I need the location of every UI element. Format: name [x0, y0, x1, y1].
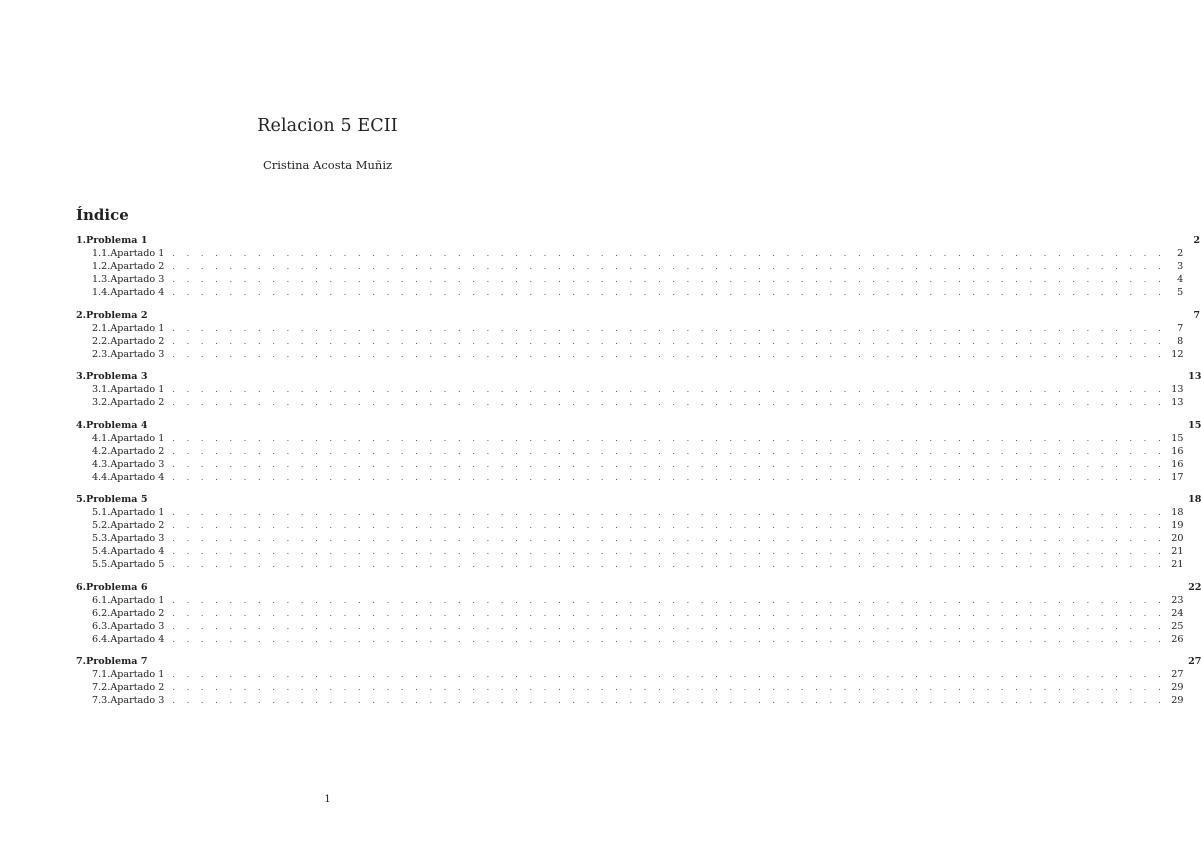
toc-subsection-title: Apartado 4	[110, 633, 165, 645]
toc-subsection-title: Apartado 1	[110, 322, 165, 334]
toc-section	[76, 581, 1201, 646]
toc-dot-leader: . . . . . . . . . . . . . . . . . . . . . . . . . . . . . . . . . . . . . . . . . . . . . . . . . . . . . . . . . . . . . . . . . . . . . .	[172, 459, 1166, 469]
toc-section-page: 7	[1193, 309, 1201, 321]
toc-section-number: 2.	[76, 309, 87, 321]
toc-dot-leader: . . . . . . . . . . . . . . . . . . . . . . . . . . . . . . . . . . . . . . . . . . . . . . . . . . . . . . . . . . . . . . . . . . . . . .	[172, 683, 1166, 692]
toc-dot-leader: . . . . . . . . . . . . . . . . . . . . . . . . . . . . . . . . . . . . . . . . . . . . . . . . . . . . . . . . . . . . . . . . . . . . . .	[172, 249, 1166, 258]
toc-subsection-number: 7.2.	[92, 682, 111, 693]
toc-dot-leader: . . . . . . . . . . . . . . . . . . . . . . . . . . . . . . . . . . . . . . . . . . . . . . . . . . . . . . . . . . . . . . . . . . . . . .	[172, 472, 1166, 482]
toc-subsection-page: 21	[1171, 546, 1184, 557]
toc-subsection-page: 19	[1171, 520, 1184, 531]
toc-subsection-number: 4.4.	[92, 471, 111, 483]
toc-dot-leader: . . . . . . . . . . . . . . . . . . . . . . . . . . . . . . . . . . . . . . . . . . . . . . . . . . . . . . . . . . . . . . . . . . . . . .	[172, 398, 1166, 407]
toc-section-page: 2	[1193, 235, 1201, 246]
toc-subsection-title: Apartado 1	[110, 594, 165, 606]
toc-subsection-title: Apartado 1	[110, 432, 165, 444]
toc-subsection-title: Apartado 1	[110, 669, 165, 680]
toc-subsection-number: 6.4.	[92, 633, 111, 645]
toc-section-title: Problema 2	[86, 309, 148, 321]
toc-section-title: Problema 5	[86, 494, 148, 505]
page-number: 1	[324, 794, 331, 805]
toc-subsection-page: 12	[1171, 348, 1184, 360]
toc-subsection-title: Apartado 2	[110, 607, 165, 619]
toc-dot-leader: . . . . . . . . . . . . . . . . . . . . . . . . . . . . . . . . . . . . . . . . . . . . . . . . . . . . . . . . . . . . . . . . . . . . . .	[172, 634, 1166, 644]
toc-subsection-entry[interactable]	[76, 432, 1184, 445]
toc-subsection-page: 7	[1177, 322, 1184, 334]
toc-subsection-entry[interactable]	[76, 594, 1184, 607]
toc-section-page: 22	[1188, 581, 1201, 593]
toc-section-page: 18	[1188, 494, 1201, 505]
toc-subsection-title: Apartado 3	[110, 458, 165, 470]
toc-subsection-number: 2.3.	[92, 348, 111, 360]
toc-subsection-entry[interactable]	[76, 668, 1184, 681]
toc-section-number: 3.	[76, 371, 87, 382]
toc-subsection-entry[interactable]	[76, 247, 1184, 260]
toc-section-title: Problema 4	[86, 419, 148, 431]
toc-subsection-number: 5.1.	[92, 507, 111, 518]
toc-section-page: 13	[1188, 371, 1201, 382]
toc-section-page: 15	[1188, 419, 1201, 431]
toc-subsection-page: 25	[1171, 620, 1184, 632]
toc-subsection-page: 16	[1171, 445, 1184, 457]
toc-dot-leader: . . . . . . . . . . . . . . . . . . . . . . . . . . . . . . . . . . . . . . . . . . . . . . . . . . . . . . . . . . . . . . . . . . . . . .	[172, 508, 1166, 517]
toc-section-entry[interactable]	[76, 419, 1201, 432]
toc-dot-leader: . . . . . . . . . . . . . . . . . . . . . . . . . . . . . . . . . . . . . . . . . . . . . . . . . . . . . . . . . . . . . . . . . . . . . .	[172, 621, 1166, 631]
toc-subsection-number: 5.4.	[92, 546, 111, 557]
toc-subsection-title: Apartado 3	[110, 695, 165, 706]
toc-subsection-entry[interactable]	[76, 607, 1184, 620]
toc-subsection-number: 1.2.	[92, 261, 111, 272]
toc-subsection-number: 2.1.	[92, 322, 111, 334]
toc-subsection-title: Apartado 2	[110, 682, 165, 693]
toc-subsection-entry[interactable]	[76, 445, 1184, 458]
toc-dot-leader: . . . . . . . . . . . . . . . . . . . . . . . . . . . . . . . . . . . . . . . . . . . . . . . . . . . . . . . . . . . . . . . . . . . . . .	[172, 696, 1166, 705]
toc-subsection-entry[interactable]	[76, 471, 1184, 484]
toc-subsection-number: 5.5.	[92, 559, 111, 570]
toc-subsection-title: Apartado 1	[110, 248, 165, 259]
toc-subsection-page: 4	[1177, 274, 1184, 285]
toc-subsection-page: 17	[1171, 471, 1184, 483]
toc-dot-leader: . . . . . . . . . . . . . . . . . . . . . . . . . . . . . . . . . . . . . . . . . . . . . . . . . . . . . . . . . . . . . . . . . . . . . .	[172, 595, 1166, 605]
toc-section	[76, 419, 1201, 484]
toc-subsection-entry[interactable]	[76, 348, 1184, 361]
toc-section-title: Problema 6	[86, 581, 148, 593]
toc-section-entry[interactable]	[76, 493, 1201, 506]
toc-dot-leader: . . . . . . . . . . . . . . . . . . . . . . . . . . . . . . . . . . . . . . . . . . . . . . . . . . . . . . . . . . . . . . . . . . . . . .	[172, 288, 1166, 297]
toc-subsection-title: Apartado 3	[110, 274, 165, 285]
toc-dot-leader: . . . . . . . . . . . . . . . . . . . . . . . . . . . . . . . . . . . . . . . . . . . . . . . . . . . . . . . . . . . . . . . . . . . . . .	[172, 560, 1166, 569]
toc-section-page: 27	[1188, 656, 1201, 667]
toc-subsection-entry[interactable]	[76, 694, 1184, 707]
toc-section-number: 5.	[76, 494, 87, 505]
toc-subsection-title: Apartado 4	[110, 471, 165, 483]
toc-dot-leader: . . . . . . . . . . . . . . . . . . . . . . . . . . . . . . . . . . . . . . . . . . . . . . . . . . . . . . . . . . . . . . . . . . . . . .	[172, 521, 1166, 530]
toc-dot-leader: . . . . . . . . . . . . . . . . . . . . . . . . . . . . . . . . . . . . . . . . . . . . . . . . . . . . . . . . . . . . . . . . . . . . . .	[172, 385, 1166, 394]
toc-subsection-number: 4.2.	[92, 445, 111, 457]
toc-subsection-page: 5	[1177, 287, 1184, 298]
toc-dot-leader: . . . . . . . . . . . . . . . . . . . . . . . . . . . . . . . . . . . . . . . . . . . . . . . . . . . . . . . . . . . . . . . . . . . . . .	[172, 547, 1166, 556]
toc-subsection-number: 1.4.	[92, 287, 111, 298]
toc-subsection-entry[interactable]	[76, 383, 1184, 396]
toc-subsection-page: 8	[1177, 335, 1184, 347]
document-author: Cristina Acosta Muñiz	[262, 158, 393, 172]
toc-subsection-number: 5.3.	[92, 533, 111, 544]
toc-subsection-entry[interactable]	[76, 260, 1184, 273]
toc-subsection-title: Apartado 1	[110, 507, 165, 518]
toc-subsection-entry[interactable]	[76, 286, 1184, 299]
toc-subsection-entry[interactable]	[76, 335, 1184, 348]
toc-subsection-page: 27	[1171, 669, 1184, 680]
toc-subsection-page: 24	[1171, 607, 1184, 619]
toc-subsection-page: 13	[1171, 384, 1184, 395]
toc-subsection-page: 13	[1171, 397, 1184, 408]
toc-subsection-title: Apartado 2	[110, 520, 165, 531]
toc-section	[76, 234, 1201, 299]
toc-subsection-entry[interactable]	[76, 396, 1184, 409]
toc-heading: Índice	[76, 206, 129, 224]
toc-subsection-title: Apartado 3	[110, 348, 165, 360]
toc-section-number: 4.	[76, 419, 87, 431]
toc-section-title: Problema 1	[86, 235, 148, 246]
toc-subsection-page: 26	[1171, 633, 1184, 645]
toc-dot-leader: . . . . . . . . . . . . . . . . . . . . . . . . . . . . . . . . . . . . . . . . . . . . . . . . . . . . . . . . . . . . . . . . . . . . . .	[172, 534, 1166, 543]
toc-subsection-page: 18	[1171, 507, 1184, 518]
toc-dot-leader: . . . . . . . . . . . . . . . . . . . . . . . . . . . . . . . . . . . . . . . . . . . . . . . . . . . . . . . . . . . . . . . . . . . . . .	[172, 446, 1166, 456]
toc-section	[76, 370, 1201, 409]
toc-dot-leader: . . . . . . . . . . . . . . . . . . . . . . . . . . . . . . . . . . . . . . . . . . . . . . . . . . . . . . . . . . . . . . . . . . . . . .	[172, 608, 1166, 618]
toc-subsection-entry[interactable]	[76, 519, 1184, 532]
toc-subsection-number: 6.3.	[92, 620, 111, 632]
toc-section-number: 1.	[76, 235, 87, 246]
toc-subsection-page: 3	[1177, 261, 1184, 272]
toc-subsection-title: Apartado 3	[110, 620, 165, 632]
toc-subsection-page: 23	[1171, 594, 1184, 606]
toc-section-entry[interactable]	[76, 655, 1201, 668]
toc-subsection-number: 7.3.	[92, 695, 111, 706]
toc-section-entry[interactable]	[76, 309, 1201, 322]
toc-subsection-number: 2.2.	[92, 335, 111, 347]
toc-subsection-entry[interactable]	[76, 506, 1184, 519]
toc-subsection-entry[interactable]	[76, 681, 1184, 694]
toc-subsection-title: Apartado 2	[110, 261, 165, 272]
toc-subsection-title: Apartado 2	[110, 397, 165, 408]
toc-section	[76, 655, 1201, 707]
toc-subsection-number: 3.2.	[92, 397, 111, 408]
toc-dot-leader: . . . . . . . . . . . . . . . . . . . . . . . . . . . . . . . . . . . . . . . . . . . . . . . . . . . . . . . . . . . . . . . . . . . . . .	[172, 336, 1166, 346]
toc-section	[76, 493, 1201, 571]
toc-subsection-page: 21	[1171, 559, 1184, 570]
toc-subsection-page: 29	[1171, 695, 1184, 706]
toc-subsection-entry[interactable]	[76, 620, 1184, 633]
toc-subsection-entry[interactable]	[76, 558, 1184, 571]
toc-section-number: 6.	[76, 581, 87, 593]
toc-subsection-number: 4.1.	[92, 432, 111, 444]
toc-subsection-number: 6.2.	[92, 607, 111, 619]
toc-subsection-number: 4.3.	[92, 458, 111, 470]
table-of-contents	[76, 234, 1201, 717]
toc-section	[76, 309, 1201, 361]
toc-section-entry[interactable]	[76, 581, 1201, 594]
toc-subsection-page: 2	[1177, 248, 1184, 259]
toc-subsection-number: 1.3.	[92, 274, 111, 285]
toc-subsection-title: Apartado 3	[110, 533, 165, 544]
toc-subsection-page: 20	[1171, 533, 1184, 544]
toc-subsection-entry[interactable]	[76, 633, 1184, 646]
toc-subsection-entry[interactable]	[76, 322, 1184, 335]
toc-section-entry[interactable]	[76, 234, 1201, 247]
toc-subsection-number: 7.1.	[92, 669, 111, 680]
toc-section-title: Problema 7	[86, 656, 148, 667]
toc-subsection-entry[interactable]	[76, 273, 1184, 286]
toc-subsection-title: Apartado 4	[110, 287, 165, 298]
document-title: Relacion 5 ECII	[257, 116, 398, 136]
toc-dot-leader: . . . . . . . . . . . . . . . . . . . . . . . . . . . . . . . . . . . . . . . . . . . . . . . . . . . . . . . . . . . . . . . . . . . . . .	[172, 275, 1166, 284]
toc-section-title: Problema 3	[86, 371, 148, 382]
toc-subsection-title: Apartado 5	[110, 559, 165, 570]
toc-subsection-title: Apartado 1	[110, 384, 165, 395]
toc-subsection-title: Apartado 4	[110, 546, 165, 557]
toc-dot-leader: . . . . . . . . . . . . . . . . . . . . . . . . . . . . . . . . . . . . . . . . . . . . . . . . . . . . . . . . . . . . . . . . . . . . . .	[172, 433, 1166, 443]
toc-section-entry[interactable]	[76, 370, 1201, 383]
toc-subsection-entry[interactable]	[76, 545, 1184, 558]
toc-dot-leader: . . . . . . . . . . . . . . . . . . . . . . . . . . . . . . . . . . . . . . . . . . . . . . . . . . . . . . . . . . . . . . . . . . . . . .	[172, 323, 1166, 333]
toc-subsection-title: Apartado 2	[110, 335, 165, 347]
toc-section-number: 7.	[76, 656, 87, 667]
toc-subsection-page: 16	[1171, 458, 1184, 470]
toc-subsection-title: Apartado 2	[110, 445, 165, 457]
toc-subsection-entry[interactable]	[76, 532, 1184, 545]
toc-dot-leader: . . . . . . . . . . . . . . . . . . . . . . . . . . . . . . . . . . . . . . . . . . . . . . . . . . . . . . . . . . . . . . . . . . . . . .	[172, 670, 1166, 679]
toc-subsection-number: 6.1.	[92, 594, 111, 606]
toc-subsection-number: 5.2.	[92, 520, 111, 531]
toc-subsection-page: 29	[1171, 682, 1184, 693]
toc-subsection-number: 1.1.	[92, 248, 111, 259]
toc-dot-leader: . . . . . . . . . . . . . . . . . . . . . . . . . . . . . . . . . . . . . . . . . . . . . . . . . . . . . . . . . . . . . . . . . . . . . .	[172, 349, 1166, 359]
toc-subsection-number: 3.1.	[92, 384, 111, 395]
toc-dot-leader: . . . . . . . . . . . . . . . . . . . . . . . . . . . . . . . . . . . . . . . . . . . . . . . . . . . . . . . . . . . . . . . . . . . . . .	[172, 262, 1166, 271]
toc-subsection-page: 15	[1171, 432, 1184, 444]
toc-subsection-entry[interactable]	[76, 458, 1184, 471]
